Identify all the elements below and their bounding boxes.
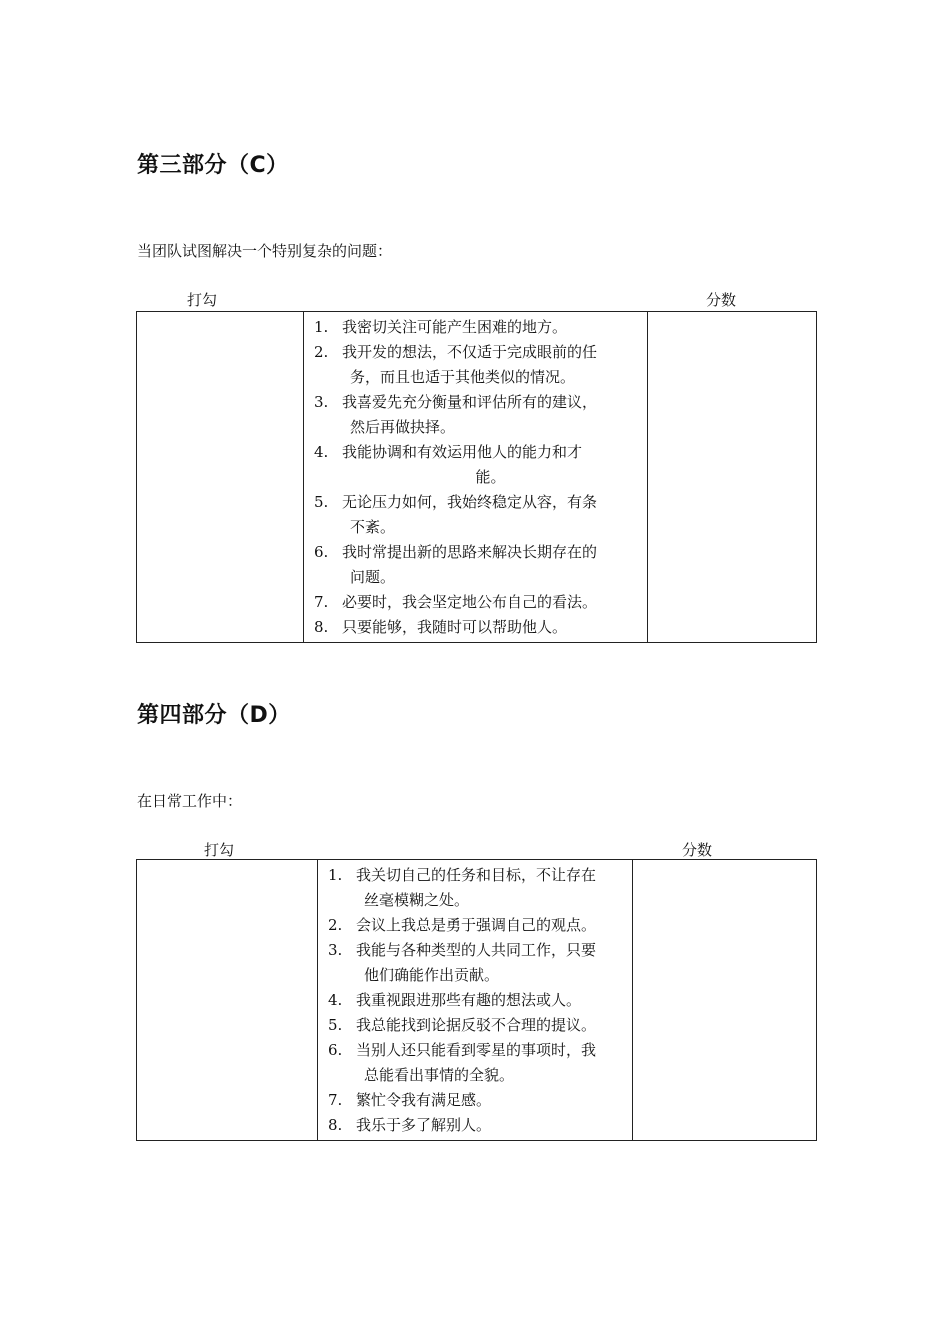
list-item: [314, 390, 639, 440]
intro-part-d: 在日常工作中：: [137, 792, 243, 810]
item-text: 无论压力如何，我始终稳定从容，有条: [342, 493, 598, 511]
item-text: 我时常提出新的思路来解决长期存在的: [342, 543, 598, 561]
item-text-continued: 然后再做抉择。: [350, 418, 456, 436]
question-table-part-c: [136, 311, 817, 643]
item-text: 我喜爱先充分衡量和评估所有的建议，: [342, 393, 598, 411]
statements-cell: [318, 860, 633, 1141]
item-number: 6.: [314, 543, 329, 561]
item-text: 我开发的想法，不仅适于完成眼前的任: [342, 343, 598, 361]
section-title-part-c: 第三部分（C）: [137, 153, 289, 178]
item-number: 6.: [328, 1041, 343, 1059]
list-item: [314, 615, 639, 640]
item-number: 1.: [328, 866, 343, 884]
item-text: 我能与各种类型的人共同工作，只要: [356, 941, 597, 959]
item-number: 7.: [314, 593, 329, 611]
item-text-continued: 总能看出事情的全貌。: [364, 1066, 515, 1084]
item-number: 7.: [328, 1091, 343, 1109]
item-text-continued: 不紊。: [350, 518, 396, 536]
item-text-continued: 务，而且也适于其他类似的情况。: [350, 368, 576, 386]
list-item: [328, 1038, 624, 1088]
statements-cell: [304, 312, 648, 643]
table-row: [137, 860, 817, 1141]
list-item: [314, 440, 639, 490]
item-text: 我关切自己的任务和目标，不让存在: [356, 866, 597, 884]
check-cell[interactable]: [137, 860, 318, 1141]
table-row: [137, 312, 817, 643]
item-number: 5.: [314, 493, 329, 511]
item-number: 4.: [314, 443, 329, 461]
check-cell[interactable]: [137, 312, 304, 643]
item-text-continued: 问题。: [350, 568, 396, 586]
item-number: 4.: [328, 991, 343, 1009]
question-table-part-d: [136, 859, 817, 1141]
item-text: 当别人还只能看到零星的事项时，我: [356, 1041, 597, 1059]
item-text: 我能协调和有效运用他人的能力和才: [342, 443, 583, 461]
list-item: [328, 1088, 624, 1113]
item-text: 会议上我总是勇于强调自己的观点。: [356, 916, 597, 934]
item-text: 我密切关注可能产生困难的地方。: [342, 318, 568, 336]
list-item: [314, 490, 639, 540]
score-cell[interactable]: [648, 312, 817, 643]
column-header-check: 打勾: [187, 291, 218, 309]
list-item: [328, 988, 624, 1013]
item-number: 8.: [328, 1116, 343, 1134]
item-number: 1.: [314, 318, 329, 336]
list-item: [328, 938, 624, 988]
column-header-score: 分数: [682, 841, 713, 859]
item-text-continued: 他们确能作出贡献。: [364, 966, 500, 984]
column-header-check: 打勾: [204, 841, 235, 859]
item-text-continued: 丝毫模糊之处。: [364, 891, 470, 909]
item-number: 3.: [328, 941, 343, 959]
list-item: [328, 1013, 624, 1038]
list-item: [314, 590, 639, 615]
item-text: 必要时，我会坚定地公布自己的看法。: [342, 593, 598, 611]
item-number: 8.: [314, 618, 329, 636]
item-text: 繁忙令我有满足感。: [356, 1091, 492, 1109]
intro-part-c: 当团队试图解决一个特别复杂的问题：: [137, 242, 393, 260]
item-text: 我总能找到论据反驳不合理的提议。: [356, 1016, 597, 1034]
list-item: [328, 863, 624, 913]
list-item: [314, 340, 639, 390]
item-number: 3.: [314, 393, 329, 411]
section-title-part-d: 第四部分（D）: [137, 703, 291, 728]
item-text: 我乐于多了解别人。: [356, 1116, 492, 1134]
column-header-score: 分数: [706, 291, 737, 309]
item-text-continued: 能。: [475, 468, 506, 486]
item-text: 我重视跟进那些有趣的想法或人。: [356, 991, 582, 1009]
list-item: [328, 913, 624, 938]
list-item: [314, 315, 639, 340]
item-number: 2.: [328, 916, 343, 934]
list-item: [314, 540, 639, 590]
score-cell[interactable]: [633, 860, 817, 1141]
list-item: [328, 1113, 624, 1138]
item-text: 只要能够，我随时可以帮助他人。: [342, 618, 568, 636]
item-number: 2.: [314, 343, 329, 361]
item-number: 5.: [328, 1016, 343, 1034]
